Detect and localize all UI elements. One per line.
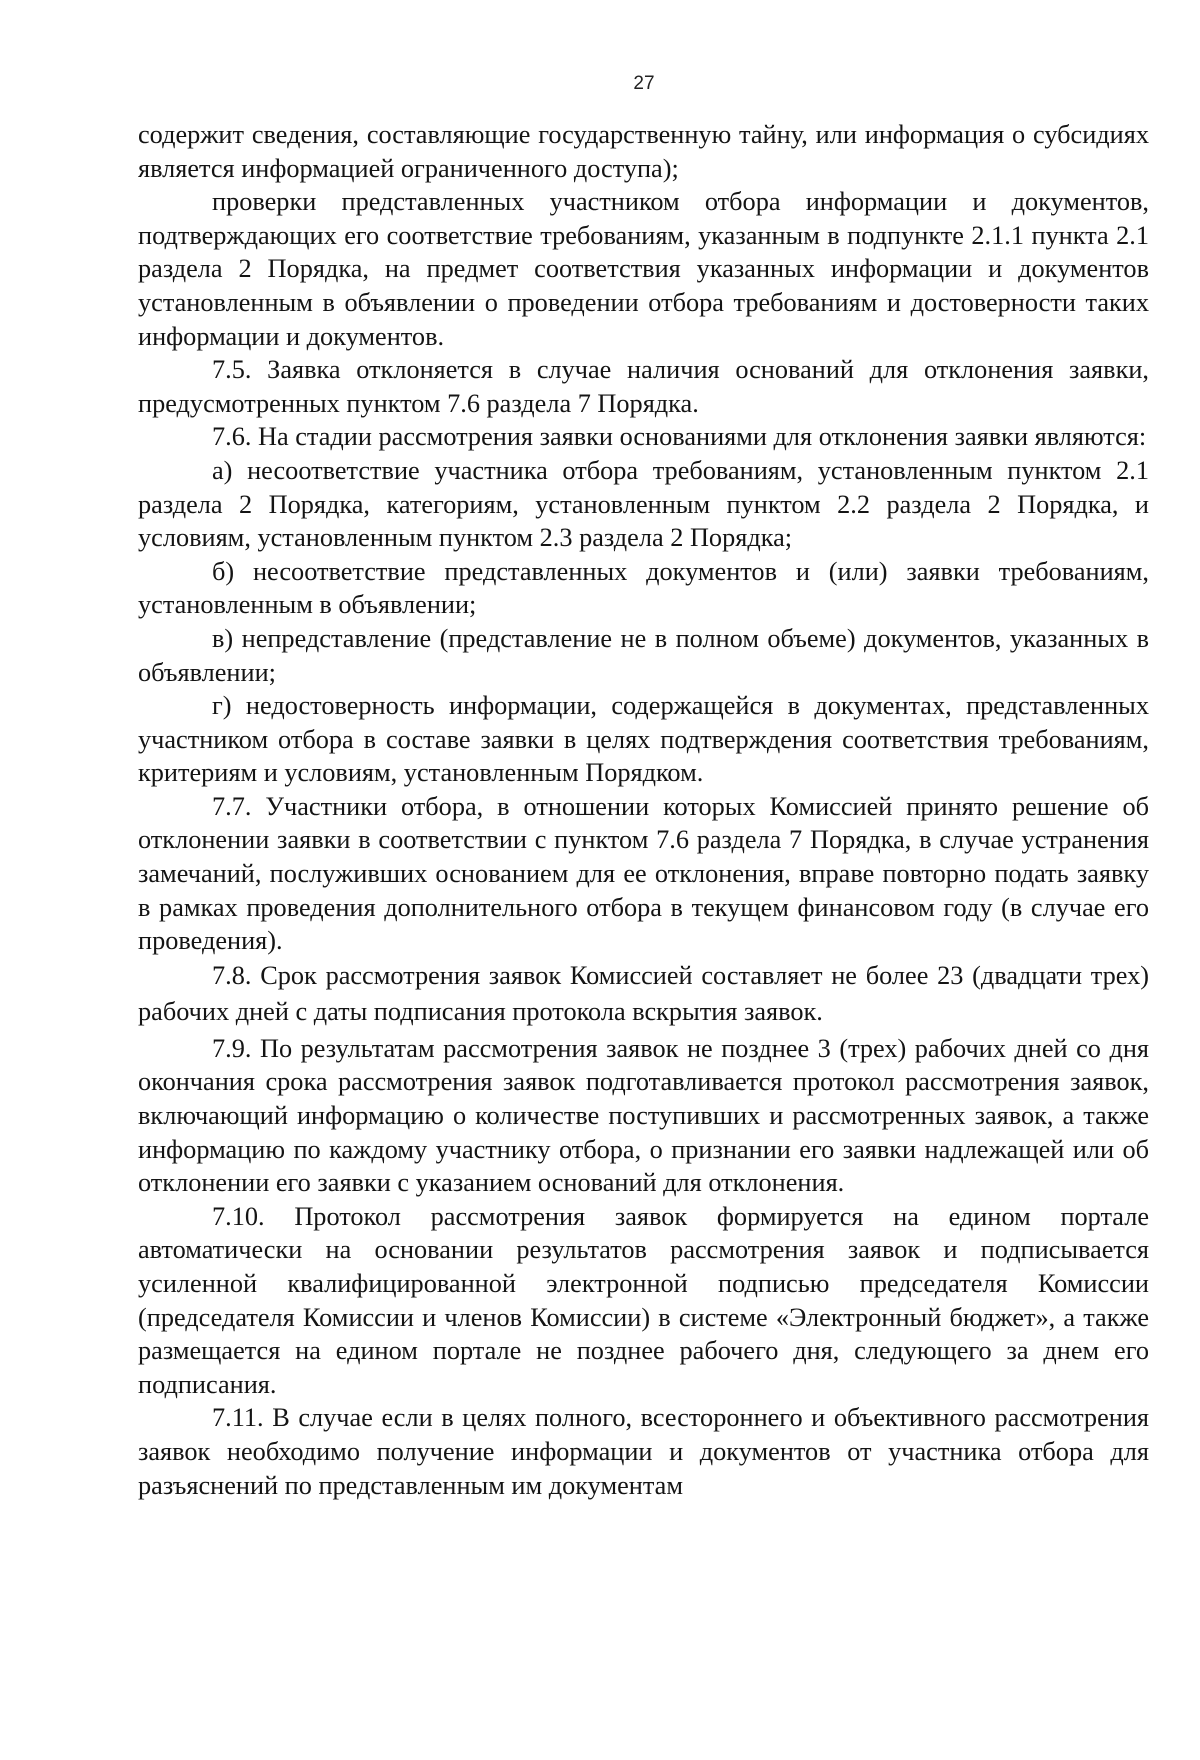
- document-body: [138, 118, 1149, 1502]
- paragraph-7-10: 7.10. Протокол рассмотрения заявок формируется на едином портале автоматически на основании результатов рассмотрения заявок и подписывается усиленной квалифицированной электронной подписью председателя Комиссии (председателя Комиссии и членов Комиссии) в системе «Электронный бюджет», а также размещается на едином портале не позднее рабочего дня, следующего за днем его подписания.: [138, 1201, 1149, 1399]
- paragraph-7-6-a: а) несоответствие участника отбора требованиям, установленным пунктом 2.1 раздела 2 Порядка, категориям, установленным пунктом 2.2 раздела 2 Порядка, и условиям, установленным пунктом 2.3 раздела 2 Порядка;: [138, 455, 1149, 553]
- paragraph-7-6-b: б) несоответствие представленных документов и (или) заявки требованиям, установленным в объявлении;: [138, 556, 1149, 620]
- paragraph-7-6-g: г) недостоверность информации, содержащейся в документах, представленных участником отбора в составе заявки в целях подтверждения соответствия требованиям, критериям и условиям, установленным Порядком.: [138, 691, 1149, 788]
- page-number: 27: [633, 73, 655, 94]
- paragraph-7-11: 7.11. В случае если в целях полного, всестороннего и объективного рассмотрения заявок необходимо получение информации и документов от участника отбора для разъяснений по представленным им документам: [138, 1403, 1149, 1500]
- paragraph-7-6: 7.6. На стадии рассмотрения заявки основаниями для отклонения заявки являются:: [212, 422, 1147, 452]
- paragraph-7-8: 7.8. Срок рассмотрения заявок Комиссией составляет не более 23 (двадцати трех) рабочих дней с даты подписания протокола вскрытия заявок.: [138, 960, 1149, 1026]
- paragraph-7-6-v: в) непредставление (представление не в полном объеме) документов, указанных в объявлении;: [138, 623, 1149, 687]
- paragraph-continuation: содержит сведения, составляющие государственную тайну, или информация о субсидиях является информацией ограниченного доступа);: [138, 120, 1149, 183]
- paragraph-document-check: проверки представленных участником отбора информации и документов, подтверждающих его соответствие требованиям, указанным в подпункте 2.1.1 пункта 2.1 раздела 2 Порядка, на предмет соответствия указанных информации и документов установленным в объявлении о проведении отбора требованиям и достоверности таких информации и документов.: [138, 187, 1149, 351]
- paragraph-7-9: 7.9. По результатам рассмотрения заявок не позднее 3 (трех) рабочих дней со дня окончания срока рассмотрения заявок подготавливается протокол рассмотрения заявок, включающий информацию о количестве поступивших и рассмотренных заявок, а также информацию по каждому участнику отбора, о признании его заявки надлежащей или об отклонении его заявки с указанием оснований для отклонения.: [138, 1033, 1149, 1198]
- paragraph-7-7: 7.7. Участники отбора, в отношении которых Комиссией принято решение об отклонении заявки в соответствии с пунктом 7.6 раздела 7 Порядка, в случае устранения замечаний, послуживших основанием для ее отклонения, вправе повторно подать заявку в рамках проведения дополнительного отбора в текущем финансовом году (в случае его проведения).: [138, 791, 1149, 956]
- paragraph-7-5: 7.5. Заявка отклоняется в случае наличия оснований для отклонения заявки, предусмотренных пунктом 7.6 раздела 7 Порядка.: [138, 355, 1149, 418]
